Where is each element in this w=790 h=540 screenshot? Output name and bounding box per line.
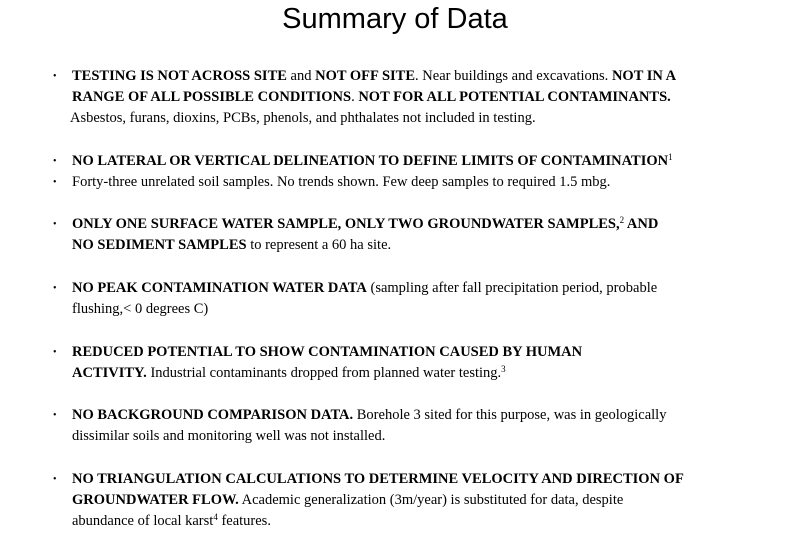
bullet-marker: • [53,283,57,294]
item-text: flushing,< 0 degrees C) [72,301,209,317]
bullet-item-site-coverage [0,66,790,129]
bullet-marker: • [53,71,57,82]
item-text-bold: GROUNDWATER FLOW. [72,492,239,508]
item-text: features. [217,513,271,529]
item-text: Forty-three unrelated soil samples. No trends shown. Few deep samples to required 1.5 mbg. [72,174,611,190]
item-text-bold: AND [624,216,659,232]
footnote-ref: 2 [619,215,625,225]
bullet-marker: • [53,347,57,358]
bullet-item-water-samples [0,214,790,256]
item-text-bold: NO LATERAL OR VERTICAL DELINEATION TO DEFINE LIMITS OF CONTAMINATION [72,153,669,169]
item-text: to represent a 60 ha site. [246,237,392,253]
item-text: dissimilar soils and monitoring well was not installed. [72,428,386,444]
footnote-ref: 3 [501,364,506,374]
item-text: and [286,68,316,84]
item-text-bold: ONLY ONE SURFACE WATER SAMPLE, ONLY TWO GROUNDWATER SAMPLES, [72,216,620,232]
bullet-marker: • [53,177,57,188]
footnote-ref: 1 [668,152,673,162]
footnote-ref: 4 [213,512,218,522]
item-text: . Near buildings and excavations. [415,68,612,84]
item-text-bold: ACTIVITY. [72,365,147,381]
bullet-marker: • [53,219,57,230]
item-text-bold: NO PEAK CONTAMINATION WATER DATA [72,280,367,296]
item-text: (sampling after fall precipitation period, probable [366,280,658,296]
bullet-item-human-activity [0,342,790,384]
item-text: . [351,89,359,105]
item-text-bold: TESTING IS NOT ACROSS SITE [72,68,287,84]
item-text-bold: NOT IN A [611,68,677,84]
item-text-bold: RANGE OF ALL POSSIBLE CONDITIONS [72,89,352,105]
bullet-marker: • [53,474,57,485]
bullet-marker: • [53,410,57,421]
item-text-bold: NO SEDIMENT SAMPLES [72,237,247,253]
item-text: Borehole 3 sited for this purpose, was in geologically [353,407,667,423]
item-text-bold: NO BACKGROUND COMPARISON DATA. [72,407,354,423]
item-text-bold: NOT FOR ALL POTENTIAL CONTAMINANTS. [358,89,671,105]
item-text: Academic generalization (3m/year) is substituted for data, despite [238,492,624,508]
bullet-item-delineation [0,151,790,172]
item-text-bold: NO TRIANGULATION CALCULATIONS TO DETERMINE VELOCITY AND DIRECTION OF [72,471,684,487]
page-title: Summary of Data [282,3,508,35]
item-text: Industrial contaminants dropped from planned water testing. [146,365,502,381]
bullet-item-background-data [0,405,790,447]
bullet-marker: • [53,156,57,167]
item-text-bold: NOT OFF SITE [315,68,416,84]
item-text-bold: REDUCED POTENTIAL TO SHOW CONTAMINATION CAUSED BY HUMAN [72,344,583,360]
item-text: Asbestos, furans, dioxins, PCBs, phenols, and phthalates not included in testing. [70,110,536,126]
bullet-item-soil-samples [0,172,790,193]
bullet-item-peak-contamination [0,278,790,320]
item-text: abundance of local karst [72,513,214,529]
bullet-item-triangulation [0,469,790,532]
